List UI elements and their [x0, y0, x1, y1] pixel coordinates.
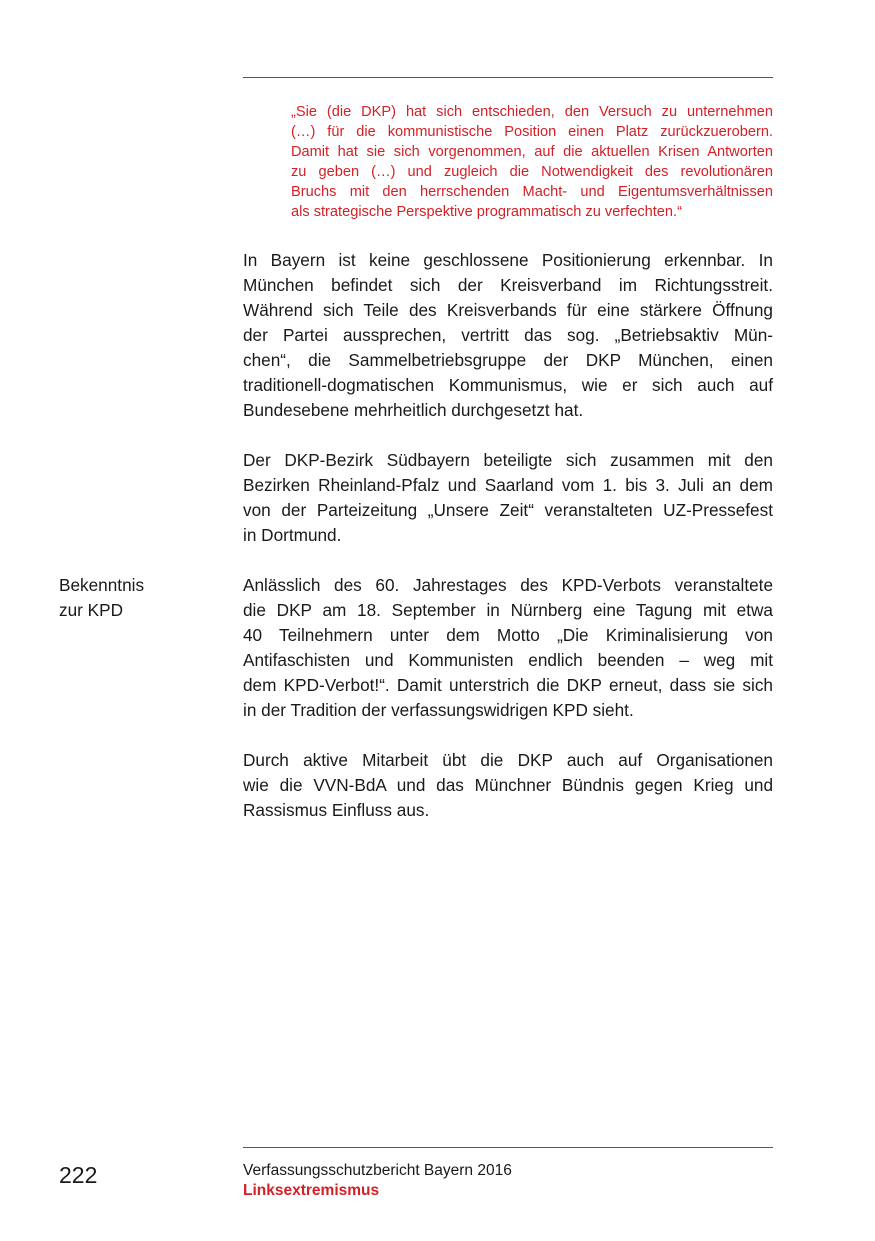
margin-note-line: Bekenntnis: [59, 575, 145, 595]
footer-report-title: Verfassungsschutzbericht Bayern 2016: [243, 1162, 512, 1179]
paragraph-bayern-positioning: [243, 248, 773, 423]
text-line: Bezirken Rheinland-Pfalz und Saarland vom 1. bis 3. Juli an dem: [243, 475, 773, 495]
text-line: in Dortmund.: [243, 525, 342, 545]
text-line: chen“, die Sammelbetriebsgruppe der DKP München, einen: [243, 350, 773, 370]
text-line: von der Parteizeitung „Unsere Zeit“ veranstalteten UZ-Pressefest: [243, 500, 773, 520]
text-line: Anlässlich des 60. Jahrestages des KPD-Verbots veranstaltete: [243, 575, 773, 595]
paragraph-uz-pressefest: [243, 448, 773, 548]
margin-note-line: zur KPD: [59, 600, 123, 620]
quote-line: Damit hat sie sich vorgenommen, auf die aktuellen Krisen Antworten: [291, 144, 773, 160]
text-line: Während sich Teile des Kreisverbands für eine stärkere Öffnung: [243, 300, 773, 320]
text-line: Rassismus Einfluss aus.: [243, 800, 430, 820]
text-line: in der Tradition der verfassungswidrigen KPD sieht.: [243, 700, 634, 720]
quote-line: „Sie (die DKP) hat sich entschieden, den Versuch zu unternehmen: [291, 104, 773, 120]
text-line: München befindet sich der Kreisverband im Richtungsstreit.: [243, 275, 773, 295]
paragraph-kpd-verbot: [243, 573, 773, 723]
text-line: wie die VVN-BdA und das Münchner Bündnis gegen Krieg und: [243, 775, 773, 795]
block-quote: [291, 102, 773, 222]
footer-divider: [243, 1147, 773, 1148]
footer-section-name: Linksextremismus: [243, 1182, 380, 1199]
text-line: In Bayern ist keine geschlossene Positionierung erkennbar. In: [243, 250, 773, 270]
text-line: Bundesebene mehrheitlich durchgesetzt hat.: [243, 400, 584, 420]
text-line: Durch aktive Mitarbeit übt die DKP auch auf Organisationen: [243, 750, 773, 770]
quote-line: zu geben (…) und zugleich die Notwendigkeit des revolutionären: [291, 164, 773, 180]
text-line: 40 Teilnehmern unter dem Motto „Die Kriminalisierung von: [243, 625, 773, 645]
text-line: dem KPD-Verbot!“. Damit unterstrich die DKP erneut, dass sie sich: [243, 675, 773, 695]
quote-line: als strategische Perspektive programmatisch zu verfechten.“: [291, 204, 682, 220]
text-line: der Partei aussprechen, vertritt das sog. „Betriebsaktiv Mün-: [243, 325, 773, 345]
quote-line: (…) für die kommunistische Position einen Platz zurückzuerobern.: [291, 124, 773, 140]
quote-line: Bruchs mit den herrschenden Macht- und Eigentumsverhältnissen: [291, 184, 773, 200]
top-divider: [243, 77, 773, 78]
page-number: 222: [59, 1162, 98, 1188]
text-line: traditionell-dogmatischen Kommunismus, wie er sich auch auf: [243, 375, 773, 395]
text-line: Antifaschisten und Kommunisten endlich beenden – weg mit: [243, 650, 773, 670]
paragraph-organisations: [243, 748, 773, 823]
text-line: Der DKP-Bezirk Südbayern beteiligte sich zusammen mit den: [243, 450, 773, 470]
text-line: die DKP am 18. September in Nürnberg eine Tagung mit etwa: [243, 600, 773, 620]
margin-note-bekenntnis: [59, 573, 209, 623]
